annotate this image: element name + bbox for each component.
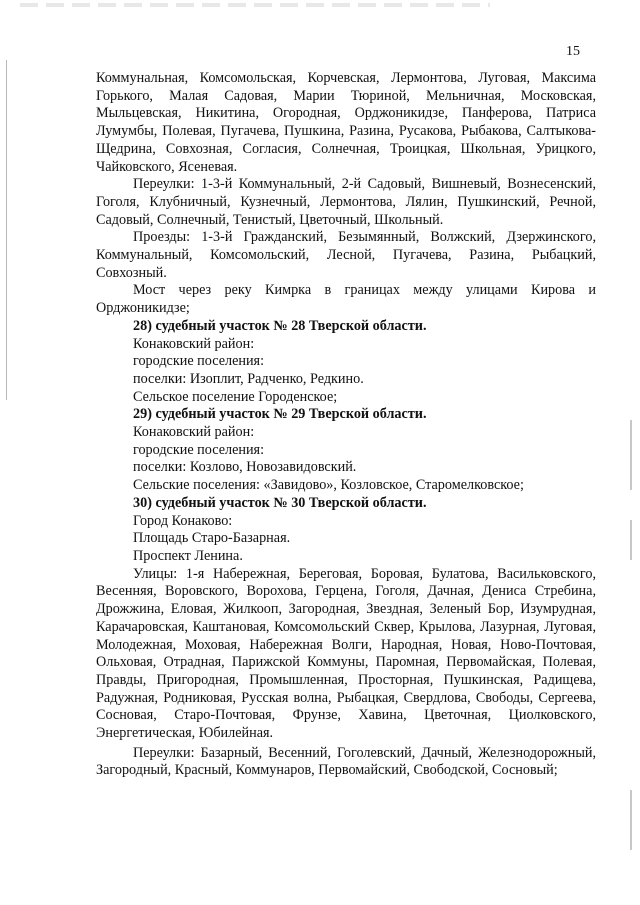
lanes-paragraph: Переулки: Базарный, Весенний, Гоголевский, Дачный, Железнодорожный, Загородный, Красный, Коммунаров, Первомайский, Свободской, Сосновый; — [96, 744, 596, 779]
section-heading-29: 29) судебный участок № 29 Тверской области. — [133, 406, 427, 423]
district-line: Конаковский район: — [133, 335, 255, 352]
scan-artifact-right-mark — [630, 520, 632, 560]
urban-settlements-line: городские поселения: — [133, 441, 265, 458]
urban-settlements-line: городские поселения: — [133, 353, 265, 370]
scan-artifact-right-mark — [630, 420, 632, 490]
rural-settlement-line: Сельское поселение Городенское; — [133, 388, 338, 405]
document-body — [96, 70, 596, 780]
streets-paragraph: Улицы: 1-я Набережная, Береговая, Боровая, Булатова, Васильковского, Весенняя, Воровского, Ворохова, Герцена, Гоголя, Дачная, Дениса Стребина, Дрожжина, Еловая, Жилкооп, Загородная, Звездная, Зеленый Бор, Изумрудная, Карачаровская, Каштановая, Комсомольский Сквер, Крылова, Лазурная, Луговая, Молодежная, Моховая, Набережная Волги, Народная, Новая, Ново-Почтовая, Ольховая, Отрадная, Парижской Коммуны, Паромная, Первомайская, Полевая, Правды, Пригородная, Промышленная, Просторная, Пушкинская, Радищева, Радужная, Родниковая, Русская волна, Рыбацкая, Свердлова, Свободы, Сергеева, Сосновая, Старо-Почтовая, Фрунзе, Хавина, Цветочная, Циолковского, Энергетическая, Юбилейная. — [96, 565, 596, 742]
section-heading-28: 28) судебный участок № 28 Тверской области. — [133, 317, 427, 334]
scan-artifact-left-edge — [6, 60, 7, 400]
bridge-paragraph: Мост через реку Кимрка в границах между улицами Кирова и Орджоникидзе; — [96, 282, 596, 317]
rural-settlements-line: Сельские поселения: «Завидово», Козловское, Старомелковское; — [133, 477, 524, 494]
scan-artifact-right-mark — [630, 790, 632, 850]
city-line: Город Конаково: — [133, 512, 233, 529]
section-heading-30: 30) судебный участок № 30 Тверской области. — [133, 494, 427, 511]
villages-line: поселки: Козлово, Новозавидовский. — [133, 459, 357, 476]
villages-line: поселки: Изоплит, Радченко, Редкино. — [133, 370, 364, 387]
page-number: 15 — [566, 44, 580, 59]
square-line: Площадь Старо-Базарная. — [133, 530, 291, 547]
street-list-continued: Коммунальная, Комсомольская, Корчевская, Лермонтова, Луговая, Максима Горького, Малая Садовая, Марии Тюриной, Мельничная, Московская, Мыльцевская, Никитина, Огородная, Орджоникидзе, Панферова, Патриса Лумумбы, Полевая, Пугачева, Пушкина, Разина, Русакова, Рыбакова, Салтыкова-Щедрина, Совхозная, Согласия, Солнечная, Троицкая, Школьная, Урицкого, Чайковского, Ясеневая. — [96, 70, 596, 175]
scan-artifact-top — [20, 3, 490, 7]
lanes-paragraph: Переулки: 1-3-й Коммунальный, 2-й Садовый, Вишневый, Вознесенский, Гоголя, Клубничный, Кузнечный, Лермонтова, Лялин, Пушкинский, Речной, Садовый, Солнечный, Тенистый, Цветочный, Школьный. — [96, 176, 596, 228]
district-line: Конаковский район: — [133, 424, 255, 441]
avenue-line: Проспект Ленина. — [133, 547, 243, 564]
passages-paragraph: Проезды: 1-3-й Гражданский, Безымянный, Волжский, Дзержинского, Коммунальный, Комсомольский, Лесной, Пугачева, Разина, Рыбацкий, Совхозный. — [96, 229, 596, 281]
